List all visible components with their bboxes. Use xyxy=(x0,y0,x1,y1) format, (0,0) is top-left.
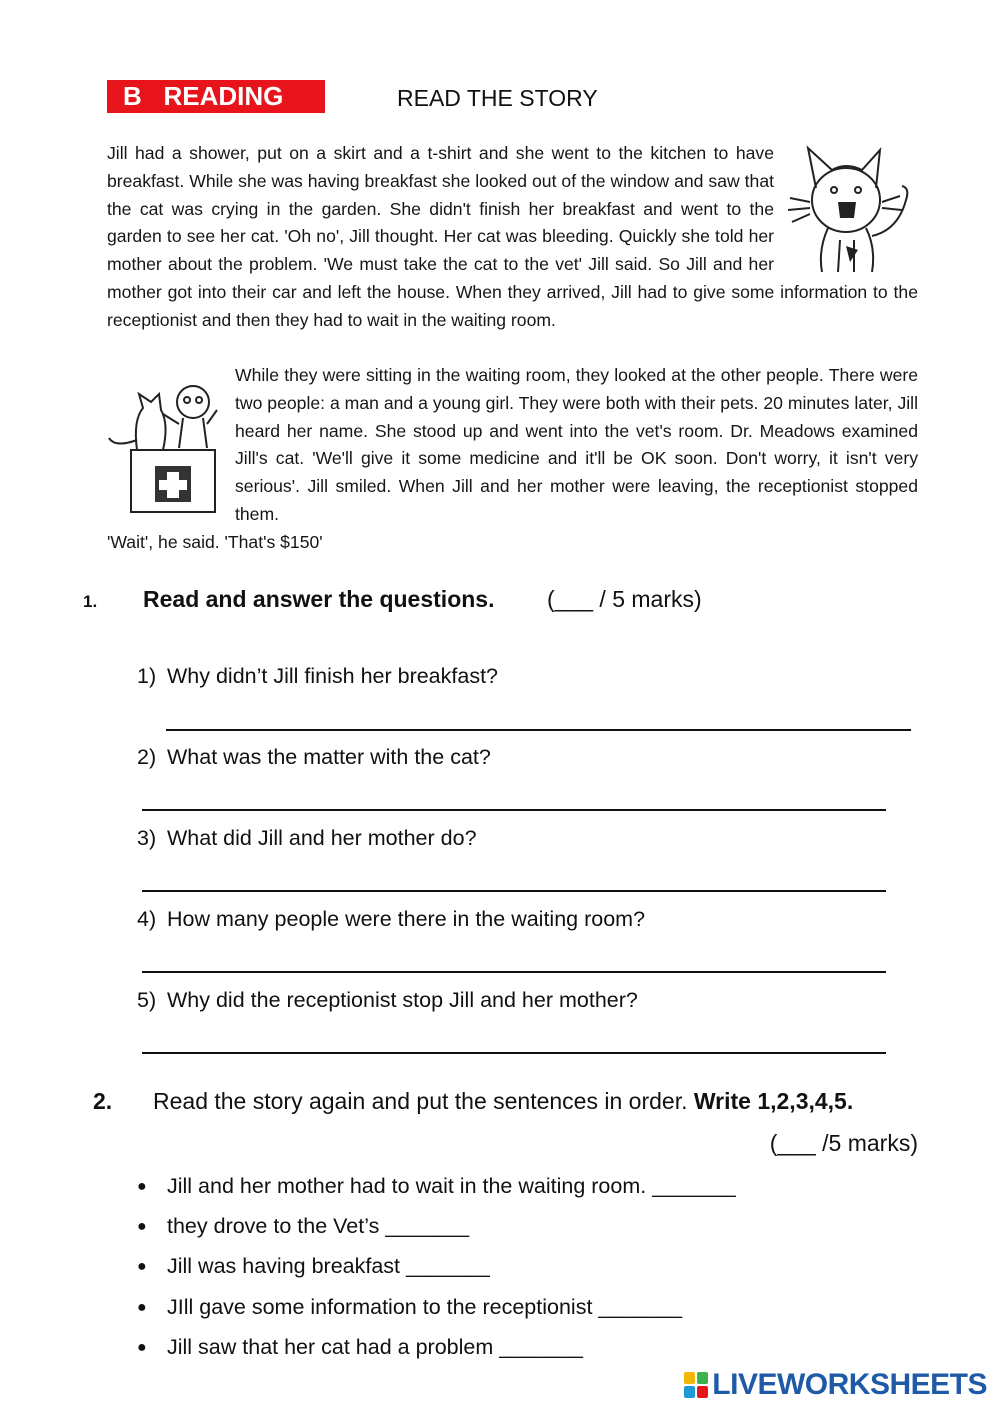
logo-text: LIVEWORKSHEETS xyxy=(712,1368,987,1401)
question-text: What was the matter with the cat? xyxy=(167,745,491,769)
question-4 xyxy=(137,907,645,932)
story-paragraph-3: 'Wait', he said. 'That's $150' xyxy=(107,531,323,552)
story-block-2 xyxy=(107,362,918,557)
section-subtitle: READ THE STORY xyxy=(397,85,598,111)
order-item-5[interactable] xyxy=(137,1335,583,1360)
order-item-1[interactable] xyxy=(137,1174,736,1199)
task2-instruction: Read the story again and put the sentences in order. xyxy=(153,1088,694,1114)
vet-illustration xyxy=(107,380,219,516)
liveworksheets-logo[interactable] xyxy=(684,1370,987,1400)
order-item-text: they drove to the Vet’s _______ xyxy=(167,1214,470,1238)
order-item-text: Jill and her mother had to wait in the waiting room. _______ xyxy=(167,1174,736,1198)
question-5 xyxy=(137,988,638,1013)
question-2 xyxy=(137,745,491,770)
answer-line-2[interactable] xyxy=(142,809,886,811)
question-1 xyxy=(137,664,498,689)
bullet-icon: ● xyxy=(137,1299,147,1316)
question-number: 2) xyxy=(137,745,157,769)
task2-title xyxy=(153,1088,853,1115)
question-text: Why didn’t Jill finish her breakfast? xyxy=(167,664,499,688)
task2-number: 2. xyxy=(93,1088,113,1114)
order-item-2[interactable] xyxy=(137,1214,469,1239)
crying-cat-illustration xyxy=(788,140,918,274)
story-paragraph-2: While they were sitting in the waiting room, they looked at the other people. There were two people: a man and a young girl. They were both with their pets. 20 minutes later, Jill heard her name. She stood up and went into the vet's room. Dr. Meadows examined Jill's cat. 'We'll give it some medicine and it'll be OK soon. Don't worry, it isn't very serious'. Jill smiled. When Jill and her mother were leaving, the receptionist stopped them. xyxy=(235,365,918,524)
question-text: How many people were there in the waiting room? xyxy=(167,907,646,931)
story-block-1 xyxy=(107,140,918,335)
task1-title: Read and answer the questions. xyxy=(143,586,495,612)
bullet-icon: ● xyxy=(137,1218,147,1235)
task1-marks: (___ / 5 marks) xyxy=(547,586,702,612)
answer-line-1[interactable] xyxy=(166,729,911,731)
question-text: Why did the receptionist stop Jill and her mother? xyxy=(167,988,638,1012)
task2-instruction-bold: Write 1,2,3,4,5. xyxy=(693,1088,854,1114)
question-text: What did Jill and her mother do? xyxy=(167,826,477,850)
section-badge: B READING xyxy=(107,80,325,113)
question-number: 1) xyxy=(137,664,157,688)
task1-number: 1. xyxy=(83,592,98,611)
order-item-4[interactable] xyxy=(137,1295,682,1320)
order-item-text: JIll gave some information to the receptionist _______ xyxy=(167,1295,683,1319)
answer-line-5[interactable] xyxy=(142,1052,886,1054)
question-3 xyxy=(137,826,477,851)
order-item-text: Jill saw that her cat had a problem _______ xyxy=(167,1335,583,1359)
story-paragraph-1: Jill had a shower, put on a skirt and a t-shirt and she went to the kitchen to have breakfast. While she was having breakfast she looked out of the window and saw that the cat was crying in the garden. She didn't finish her breakfast and went to the garden to see her cat. 'Oh no', Jill thought. Her cat was bleeding. Quickly she told her mother about the problem. 'We must take the cat to the vet' Jill said. So Jill and her mother got into their car and left the house. When they arrived, Jill had to give some information to the receptionist and then they had to wait in the waiting room. xyxy=(107,143,918,330)
question-number: 5) xyxy=(137,988,157,1012)
order-item-3[interactable] xyxy=(137,1254,490,1279)
task2-marks: (___ /5 marks) xyxy=(769,1130,918,1156)
order-item-text: Jill was having breakfast _______ xyxy=(167,1254,490,1278)
answer-line-4[interactable] xyxy=(142,971,886,973)
bullet-icon: ● xyxy=(137,1339,147,1356)
logo-blocks-icon xyxy=(684,1372,708,1398)
answer-line-3[interactable] xyxy=(142,890,886,892)
question-number: 3) xyxy=(137,826,157,850)
bullet-icon: ● xyxy=(137,1258,147,1275)
bullet-icon: ● xyxy=(137,1178,147,1195)
question-number: 4) xyxy=(137,907,157,931)
